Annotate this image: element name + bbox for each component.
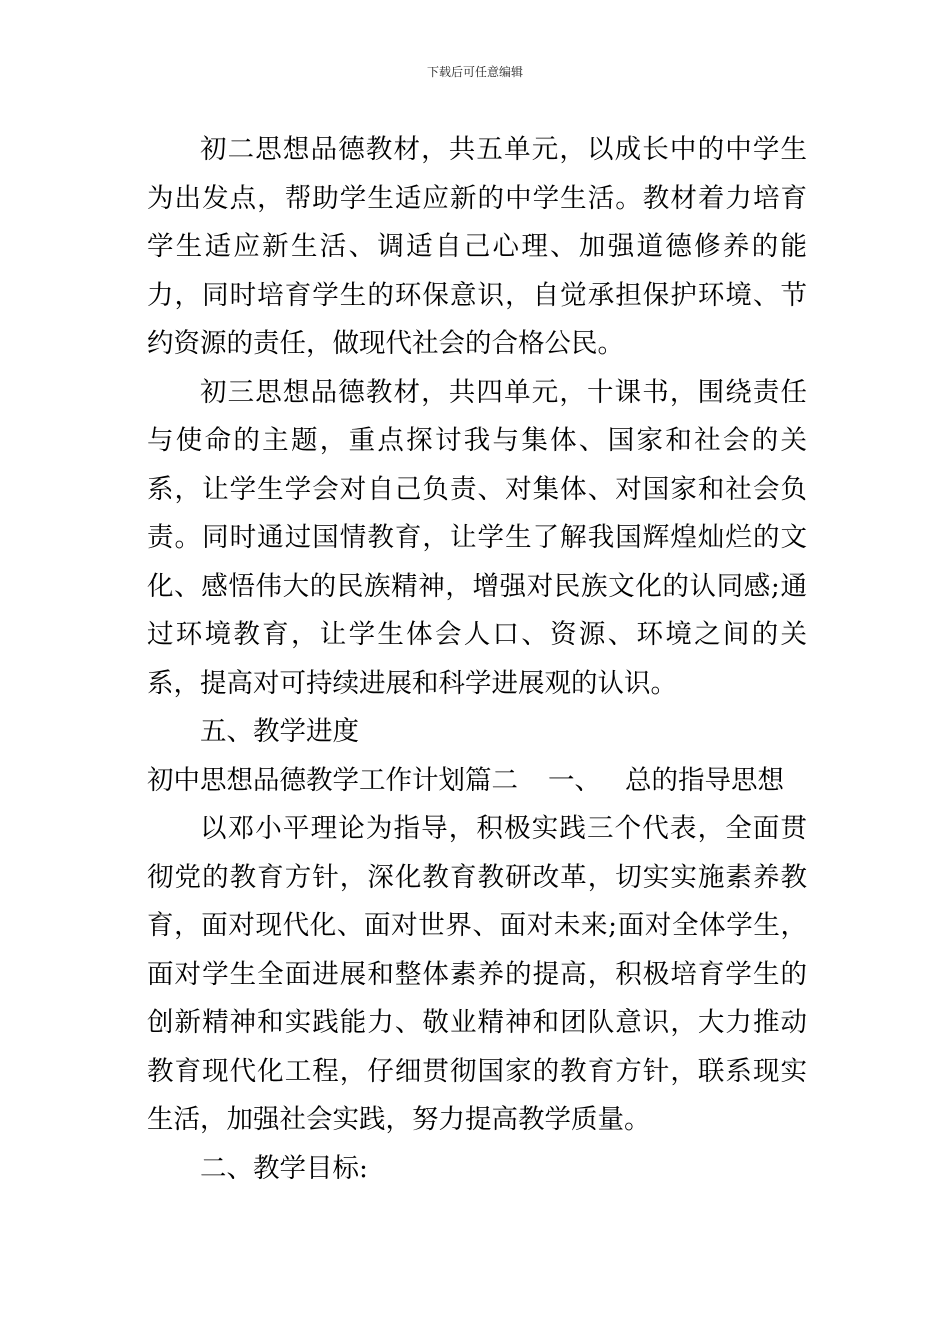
plan-two-title: 初中思想品德教学工作计划篇二 — [147, 764, 518, 796]
paragraph-grade9-textbook: 初三思想品德教材，共四单元，十课书，围绕责任与使命的主题，重点探讨我与集体、国家和社会的关系，让学生学会对自己负责、对集体、对国家和社会负责。同时通过国情教育，让学生了解我国辉煌灿烂的文化、感悟伟大的民族精神，增强对民族文化的认同感;通过环境教育，让学生体会人口、资源、环境之间的关系，提高对可持续进展和科学进展观的认识。 — [147, 376, 807, 699]
section-number: 一、 — [548, 764, 601, 796]
section-heading-guiding-ideology: 总的指导思想 — [625, 764, 784, 796]
page-header: 下载后可任意编辑 — [426, 65, 523, 79]
plan-two-title-line — [147, 757, 807, 806]
paragraph-guiding-ideology: 以邓小平理论为指导，积极实践三个代表，全面贯彻党的教育方针，深化教育教研改革，切实实施素养教育，面对现代化、面对世界、面对未来;面对全体学生，面对学生全面进展和整体素养的提高，积极培育学生的创新精神和实践能力、敬业精神和团队意识，大力推动教育现代化工程，仔细贯彻国家的教育方针，联系现实生活，加强社会实践，努力提高教学质量。 — [147, 813, 807, 1135]
paragraph-grade8-textbook: 初二思想品德教材，共五单元，以成长中的中学生为出发点，帮助学生适应新的中学生活。教材着力培育学生适应新生活、调适自己心理、加强道德修养的能力，同时培育学生的环保意识，自觉承担保护环境、节约资源的责任，做现代社会的合格公民。 — [147, 134, 807, 359]
section-heading-teaching-schedule: 五、教学进度 — [200, 716, 359, 747]
document-body — [147, 126, 807, 1193]
section-heading-teaching-goals: 二、教学目标: — [200, 1152, 368, 1184]
